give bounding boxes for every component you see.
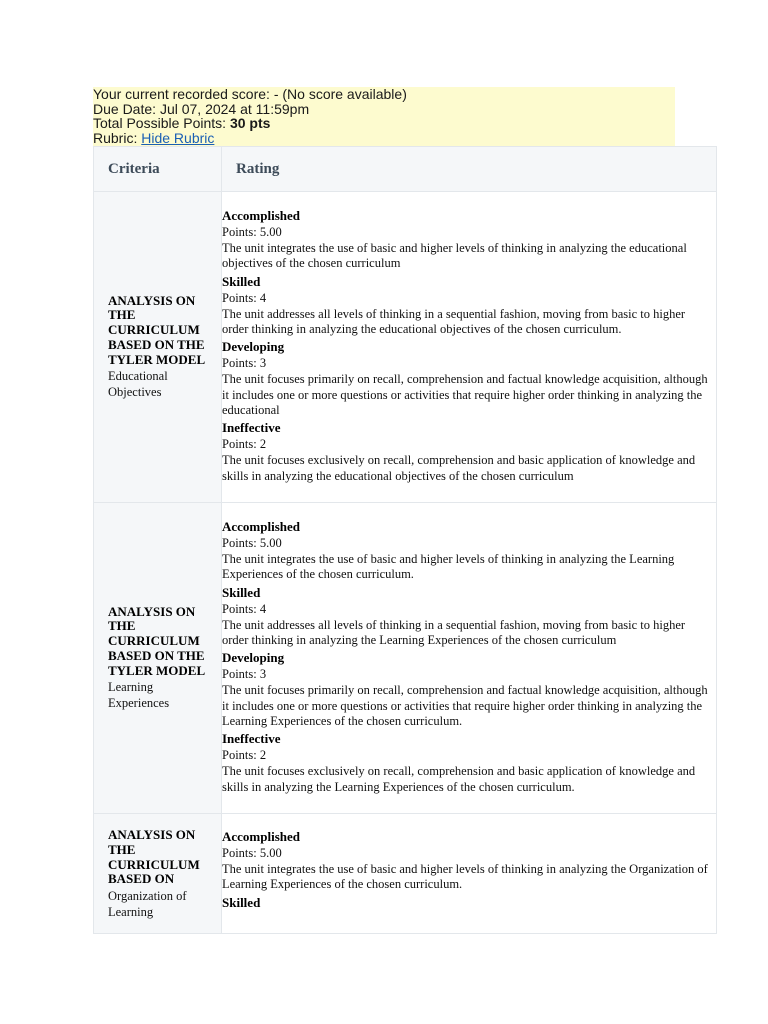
rating-option [222,730,714,795]
hide-rubric-link[interactable]: Hide Rubric [141,129,215,146]
rating-description: The unit focuses primarily on recall, comprehension and factual knowledge acquisition, although it includes one or more questions or activities that require higher order thinking in analyzing the educational [222,372,708,417]
rating-option [222,419,714,484]
total-points-label: Total Possible Points: [93,115,227,132]
total-points-value: 30 pts [229,115,271,132]
rating-description: The unit focuses exclusively on recall, comprehension and basic application of knowledge and skills in analyzing the Learning Experiences of the chosen curriculum. [222,764,696,794]
rating-name: Skilled [222,894,261,910]
rating-name: Ineffective [222,731,281,747]
score-summary [93,87,675,147]
rubric-table [93,146,717,934]
rating-description: The unit focuses primarily on recall, comprehension and factual knowledge acquisition, although it includes one or more questions or activities that require higher order thinking in analyzing the Learning Experiences of the chosen curriculum. [222,683,708,728]
rating-option [222,273,714,338]
rating-points: Points: 5.00 [222,846,282,860]
rating-option [222,518,714,583]
rating-description: The unit integrates the use of basic and higher levels of thinking in analyzing the Organization of Learning Experiences of the chosen curriculum. [222,862,708,892]
rubric-row [94,814,717,934]
rating-cell [222,192,717,503]
rubric-row [94,192,717,503]
rubric-row [94,503,717,814]
current-score-line [93,87,675,102]
criteria-cell [94,503,222,814]
rating-column-header: Rating [222,147,717,192]
rubric-header-row [94,147,717,192]
criteria-title: ANALYSIS ON THE CURRICULUM BASED ON [108,827,200,887]
rating-points: Points: 3 [222,356,267,371]
rating-points: Points: 4 [222,601,267,616]
rating-name: Skilled [222,273,261,289]
rating-option [222,894,714,911]
rating-description: The unit integrates the use of basic and higher levels of thinking in analyzing the Learning Experiences of the chosen curriculum. [222,552,675,582]
due-date-line [93,102,675,117]
criteria-cell [94,192,222,503]
rating-description: The unit addresses all levels of thinking in a sequential fashion, moving from basic to higher order thinking in analyzing the Learning Experiences of the chosen curriculum [222,617,686,648]
rating-option [222,207,714,272]
rating-name: Accomplished [222,519,300,535]
rating-option [222,584,714,649]
criteria-subtitle: Educational Objectives [108,369,168,399]
rating-name: Ineffective [222,420,281,436]
rating-option [222,649,714,729]
rating-name: Accomplished [222,829,300,844]
criteria-title: ANALYSIS ON THE CURRICULUM BASED ON THE TYLER MODEL [108,603,206,678]
rating-option [222,828,714,893]
rating-description: The unit addresses all levels of thinking in a sequential fashion, moving from basic to higher order thinking in analyzing the educational objectives of the chosen curriculum. [222,306,686,337]
current-score-label: Your current recorded score: [93,86,270,102]
due-date-value: Jul 07, 2024 at 11:59pm [159,100,310,117]
rating-points: Points: 5.00 [222,225,282,240]
rating-name: Accomplished [222,208,300,224]
criteria-title: ANALYSIS ON THE CURRICULUM BASED ON THE TYLER MODEL [108,292,206,367]
rating-points: Points: 2 [222,437,267,452]
rating-name: Developing [222,339,285,355]
rating-name: Developing [222,650,285,666]
criteria-column-header: Criteria [94,147,222,192]
due-date-label: Due Date: [93,100,157,117]
rating-points: Points: 5.00 [222,536,282,551]
criteria-subtitle: Organization of Learning [108,889,187,919]
rating-points: Points: 2 [222,748,267,763]
total-points-line [93,116,675,131]
rating-cell [222,814,717,934]
rating-option [222,338,714,418]
rating-points: Points: 4 [222,290,267,305]
rating-description: The unit focuses exclusively on recall, comprehension and basic application of knowledge and skills in analyzing the educational objectives of the chosen curriculum [222,453,696,483]
criteria-cell [94,814,222,934]
rubric-line [93,131,675,146]
rating-name: Skilled [222,584,261,600]
rubric-label: Rubric: [93,129,138,146]
rating-cell [222,503,717,814]
criteria-subtitle: Learning Experiences [108,680,170,710]
rating-description: The unit integrates the use of basic and higher levels of thinking in analyzing the educational objectives of the chosen curriculum [222,241,687,271]
current-score-value: - (No score available) [273,86,407,102]
rating-points: Points: 3 [222,667,267,682]
